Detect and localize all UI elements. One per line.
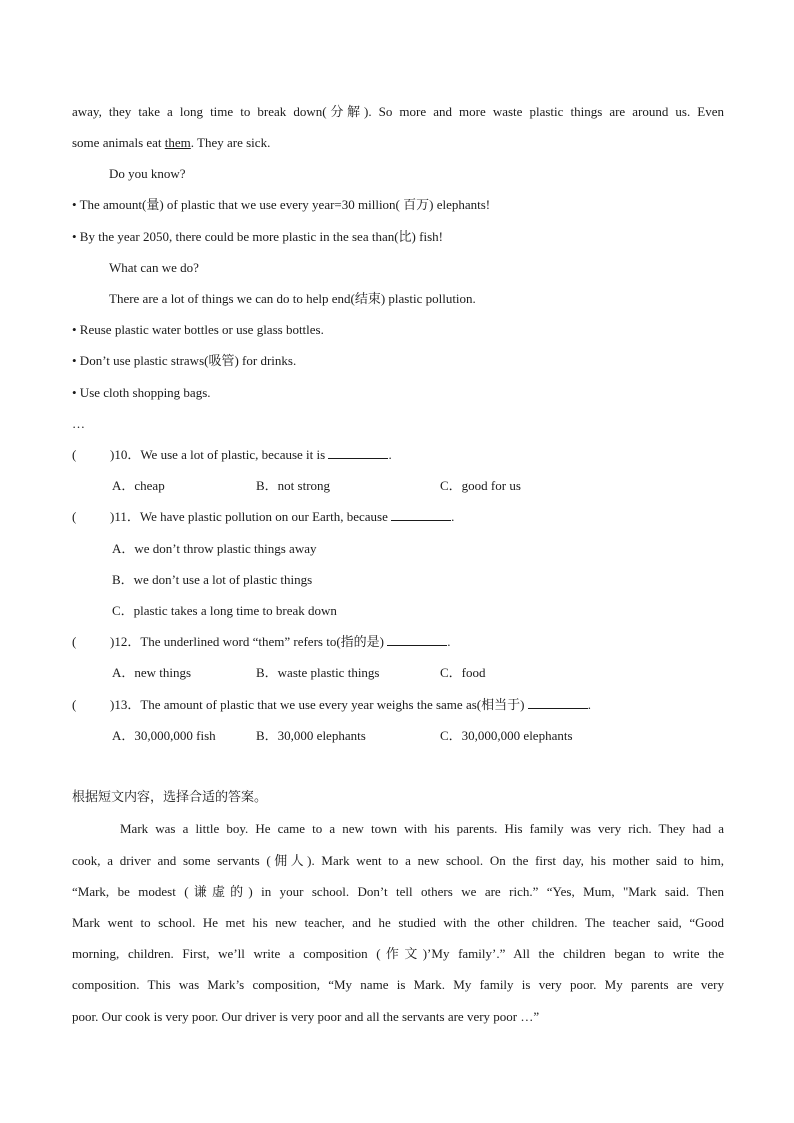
- option-b[interactable]: B．30,000 elephants: [256, 728, 366, 743]
- story-line: Mark was a little boy. He came to a new town with his parents. His family was very rich. They had a: [120, 821, 724, 836]
- story-line: Mark went to school. He met his new teacher, and he studied with the other children. The teacher said, “Good: [72, 915, 724, 930]
- question-12: [72, 633, 724, 651]
- question-end: .: [388, 447, 392, 462]
- question-text: )13．The amount of plastic that we use every year weighs the same as(相当于): [110, 697, 528, 712]
- ellipsis: …: [72, 416, 85, 431]
- answer-bracket[interactable]: (: [72, 509, 77, 524]
- story-line: “Mark, be modest (谦虚的) in your school. Don’t tell others we are rich.” “Yes, Mum, "Mark said. Then: [72, 884, 724, 899]
- passage-line: away, they take a long time to break down(分解). So more and more waste plastic things are around us. Even: [72, 104, 724, 119]
- answer-bracket[interactable]: (: [72, 697, 77, 712]
- answer-blank[interactable]: [528, 696, 588, 709]
- bullet-item: • Reuse plastic water bottles or use glass bottles.: [72, 322, 324, 337]
- answer-blank[interactable]: [387, 633, 447, 646]
- question-text: )11．We have plastic pollution on our Earth, because: [110, 509, 392, 524]
- option-b[interactable]: B．we don’t use a lot of plastic things: [112, 572, 313, 587]
- question-11: [72, 508, 724, 526]
- option-b[interactable]: B．not strong: [256, 478, 331, 493]
- story-line: composition. This was Mark’s composition, “My name is Mark. My family is very poor. My parents are very: [72, 977, 724, 992]
- option-c[interactable]: C．plastic takes a long time to break down: [112, 603, 337, 618]
- story-line: cook, a driver and some servants (佣人). Mark went to a new school. On the first day, his mother said to him,: [72, 853, 724, 868]
- option-a[interactable]: A．we don’t throw plastic things away: [112, 541, 317, 556]
- answer-blank[interactable]: [328, 446, 388, 459]
- story-line: poor. Our cook is very poor. Our driver is very poor and all the servants are very poor …”: [72, 1009, 540, 1024]
- bullet-item: • Use cloth shopping bags.: [72, 385, 211, 400]
- option-a[interactable]: A．new things: [112, 665, 192, 680]
- section-instruction: 根据短文内容，选择合适的答案。: [72, 790, 268, 805]
- bullet-item: • Don’t use plastic straws(吸管) for drinks.: [72, 353, 297, 368]
- story-line: morning, children. First, we’ll write a composition (作文)’My family’.” All the children began to write the: [72, 946, 724, 961]
- option-c[interactable]: C．food: [440, 665, 486, 680]
- option-a[interactable]: A．cheap: [112, 478, 165, 493]
- subheading-what-can-we-do: What can we do?: [109, 260, 199, 275]
- answer-bracket[interactable]: (: [72, 447, 77, 462]
- passage-text: . They are sick.: [190, 135, 271, 150]
- option-b[interactable]: B．waste plastic things: [256, 665, 380, 680]
- question-13: [72, 696, 724, 714]
- question-text: )12．The underlined word “them” refers to(指的是): [110, 634, 388, 649]
- question-end: .: [451, 509, 455, 524]
- option-c[interactable]: C．30,000,000 elephants: [440, 728, 573, 743]
- question-end: .: [587, 697, 591, 712]
- bullet-item: • By the year 2050, there could be more plastic in the sea than(比) fish!: [72, 229, 443, 244]
- passage-line: There are a lot of things we can do to help end(结束) plastic pollution.: [109, 291, 476, 306]
- answer-blank[interactable]: [391, 508, 451, 521]
- question-end: .: [447, 634, 451, 649]
- subheading-do-you-know: Do you know?: [109, 166, 186, 181]
- question-text: )10．We use a lot of plastic, because it is: [110, 447, 329, 462]
- passage-text: some animals eat: [72, 135, 165, 150]
- passage-line: [72, 134, 724, 152]
- bullet-item: • The amount(量) of plastic that we use every year=30 million( 百万) elephants!: [72, 197, 491, 212]
- option-a[interactable]: A．30,000,000 fish: [112, 728, 216, 743]
- question-10: [72, 446, 724, 464]
- underlined-word: them: [164, 135, 191, 150]
- option-c[interactable]: C．good for us: [440, 478, 521, 493]
- answer-bracket[interactable]: (: [72, 634, 77, 649]
